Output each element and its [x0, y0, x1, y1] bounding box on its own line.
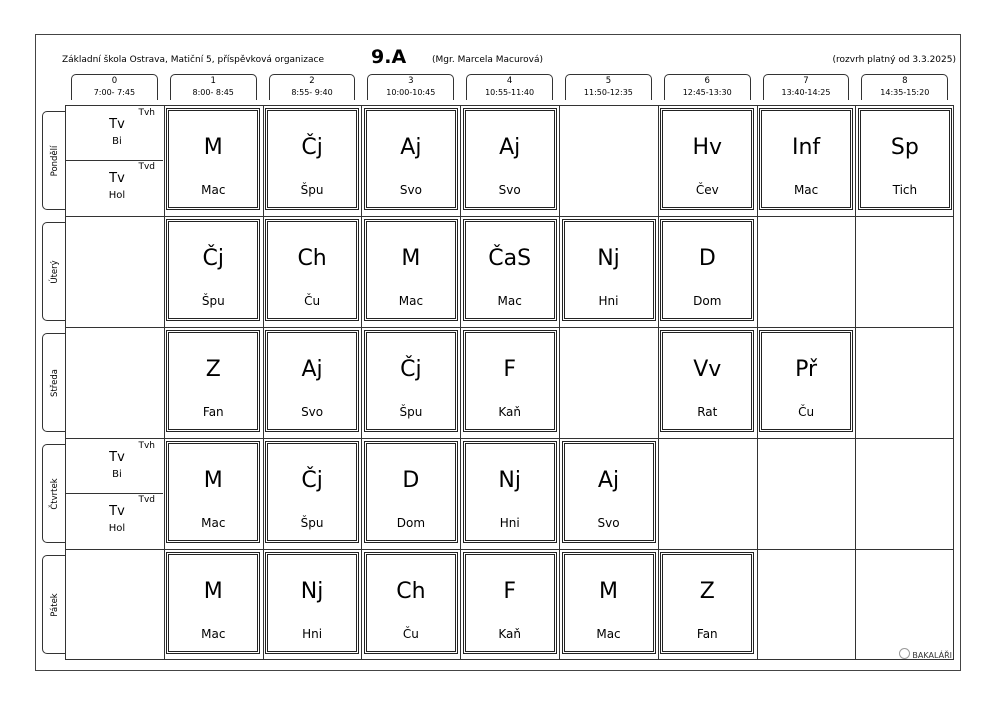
- lesson-teacher: Mac: [793, 183, 819, 197]
- group-lesson[interactable]: [67, 441, 161, 492]
- period-number: 2: [309, 76, 315, 86]
- lesson-card[interactable]: [562, 441, 656, 543]
- period-time: 13:40-14:25: [781, 88, 831, 97]
- period-number: 5: [605, 76, 612, 86]
- period-number: 7: [803, 76, 809, 86]
- period-header-3: [367, 74, 454, 100]
- lesson-card[interactable]: [463, 441, 557, 543]
- lesson-subject: Nj: [498, 468, 521, 493]
- lesson-card[interactable]: [463, 552, 557, 654]
- group-teacher: Bi: [112, 136, 122, 147]
- lesson-teacher: Dom: [693, 294, 722, 308]
- lesson-subject: Př: [795, 357, 818, 382]
- column-divider: [164, 105, 165, 660]
- lesson-subject: Aj: [499, 135, 521, 160]
- lesson-subject: Ch: [297, 246, 327, 271]
- group-subject: Tv: [109, 504, 125, 519]
- period-header-1: [170, 74, 257, 100]
- lesson-card[interactable]: [265, 330, 359, 432]
- lesson-teacher: Špu: [300, 183, 324, 197]
- lesson-subject: Aj: [301, 357, 323, 382]
- lesson-teacher: Ču: [402, 627, 419, 641]
- lesson-card[interactable]: [759, 330, 853, 432]
- lesson-subject: Čj: [301, 135, 323, 160]
- day-label: Úterý: [49, 259, 60, 284]
- period-header-6: [664, 74, 751, 100]
- group-subject: Tv: [109, 450, 125, 465]
- bakalari-logo-icon: [899, 648, 910, 659]
- row-divider: [65, 549, 954, 550]
- lesson-card[interactable]: [364, 441, 458, 543]
- lesson-subject: Z: [205, 357, 221, 382]
- lesson-card[interactable]: [463, 108, 557, 210]
- lesson-teacher: Tich: [892, 183, 918, 197]
- lesson-subject: Z: [699, 579, 715, 604]
- lesson-card[interactable]: [660, 330, 754, 432]
- group-subject: Tv: [109, 117, 125, 132]
- period-number: 6: [704, 76, 710, 86]
- bakalari-brand: [899, 648, 952, 660]
- lesson-subject: ČaS: [488, 246, 532, 271]
- lesson-card[interactable]: [166, 108, 260, 210]
- lesson-card[interactable]: [562, 219, 656, 321]
- lesson-card[interactable]: [364, 108, 458, 210]
- lesson-teacher: Hni: [499, 516, 520, 530]
- group-lesson[interactable]: [67, 108, 161, 159]
- lesson-teacher: Rat: [697, 405, 718, 419]
- lesson-teacher: Kaň: [498, 627, 521, 641]
- column-divider: [460, 105, 461, 660]
- lesson-teacher: Svo: [498, 183, 521, 197]
- lesson-card[interactable]: [265, 108, 359, 210]
- period-time: 14:35-15:20: [880, 88, 930, 97]
- group-lesson[interactable]: [67, 495, 161, 546]
- validity-note: (rozvrh platný od 3.3.2025): [832, 55, 956, 65]
- period-header-5: [565, 74, 652, 100]
- group-divider: [65, 160, 163, 161]
- column-divider: [757, 105, 758, 660]
- group-teacher: Bi: [112, 469, 122, 480]
- lesson-card[interactable]: [562, 552, 656, 654]
- lesson-teacher: Svo: [399, 183, 422, 197]
- group-name: Tvd: [138, 162, 155, 172]
- lesson-subject: Sp: [890, 135, 919, 160]
- lesson-teacher: Špu: [399, 405, 423, 419]
- lesson-teacher: Ču: [304, 294, 321, 308]
- lesson-subject: Inf: [792, 135, 821, 160]
- lesson-teacher: Mac: [201, 516, 226, 530]
- column-divider: [855, 105, 856, 660]
- lesson-card[interactable]: [166, 330, 260, 432]
- lesson-subject: D: [698, 246, 716, 271]
- lesson-subject: Nj: [300, 579, 324, 604]
- column-divider: [658, 105, 659, 660]
- lesson-subject: Nj: [597, 246, 620, 271]
- group-subject: Tv: [109, 171, 125, 186]
- row-divider: [65, 216, 954, 217]
- lesson-card[interactable]: [265, 552, 359, 654]
- group-lesson[interactable]: [67, 162, 161, 213]
- lesson-teacher: Fan: [202, 405, 224, 419]
- group-divider: [65, 493, 163, 494]
- period-time: 11:50-12:35: [583, 88, 633, 97]
- lesson-subject: M: [401, 246, 421, 271]
- lesson-card[interactable]: [166, 441, 260, 543]
- lesson-subject: Aj: [597, 468, 620, 493]
- lesson-teacher: Špu: [300, 516, 324, 530]
- period-header-7: [763, 74, 850, 100]
- period-header-0: [71, 74, 158, 100]
- day-label: Středa: [49, 368, 60, 397]
- column-divider: [559, 105, 560, 660]
- period-header-8: [861, 74, 948, 100]
- group-name: Tvd: [138, 495, 155, 505]
- lesson-card[interactable]: [166, 552, 260, 654]
- lesson-teacher: Hni: [598, 294, 619, 308]
- lesson-subject: Hv: [692, 135, 723, 160]
- lesson-subject: Čj: [202, 246, 225, 271]
- lesson-teacher: Svo: [301, 405, 324, 419]
- lesson-teacher: Čev: [695, 183, 719, 197]
- lesson-card[interactable]: [364, 552, 458, 654]
- group-teacher: Hol: [108, 523, 126, 534]
- lesson-card[interactable]: [660, 108, 754, 210]
- day-header-2: [42, 333, 66, 432]
- row-divider: [65, 438, 954, 439]
- group-teacher: Hol: [108, 190, 126, 201]
- lesson-card[interactable]: [364, 330, 458, 432]
- lesson-subject: Aj: [400, 135, 422, 160]
- lesson-card[interactable]: [660, 219, 754, 321]
- lesson-teacher: Mac: [497, 294, 522, 308]
- column-divider: [263, 105, 264, 660]
- lesson-subject: Čj: [400, 357, 422, 382]
- period-time: 7:00- 7:45: [93, 88, 136, 97]
- period-time: 10:55-11:40: [485, 88, 535, 97]
- lesson-subject: Vv: [693, 357, 722, 382]
- lesson-subject: M: [599, 579, 618, 604]
- class-teacher: (Mgr. Marcela Macurová): [432, 55, 544, 65]
- lesson-teacher: Kaň: [498, 405, 521, 419]
- period-header-2: [269, 74, 356, 100]
- period-number: 8: [902, 76, 908, 86]
- day-header-0: [42, 111, 66, 210]
- lesson-card[interactable]: [463, 219, 557, 321]
- lesson-card[interactable]: [660, 552, 754, 654]
- period-header-4: [466, 74, 553, 100]
- period-number: 1: [210, 76, 216, 86]
- lesson-card[interactable]: [364, 219, 458, 321]
- class-name: 9.A: [371, 46, 407, 68]
- period-time: 8:55- 9:40: [291, 88, 333, 97]
- group-name: Tvh: [138, 441, 155, 451]
- lesson-teacher: Dom: [396, 516, 426, 530]
- school-name: Základní škola Ostrava, Matiční 5, příspěvková organizace: [62, 55, 324, 65]
- lesson-teacher: Ču: [798, 405, 815, 419]
- lesson-card[interactable]: [265, 219, 359, 321]
- lesson-subject: Ch: [396, 579, 426, 604]
- day-label: Pondělí: [49, 145, 60, 176]
- lesson-subject: M: [203, 579, 223, 604]
- day-label: Čtvrtek: [49, 477, 60, 510]
- lesson-teacher: Fan: [696, 627, 718, 641]
- lesson-card[interactable]: [759, 108, 853, 210]
- lesson-teacher: Mac: [596, 627, 621, 641]
- row-divider: [65, 327, 954, 328]
- period-number: 3: [408, 76, 414, 86]
- lesson-card[interactable]: [265, 441, 359, 543]
- lesson-subject: M: [203, 468, 223, 493]
- lesson-teacher: Hni: [302, 627, 323, 641]
- lesson-teacher: Špu: [201, 294, 225, 308]
- period-number: 4: [506, 76, 513, 86]
- lesson-subject: D: [402, 468, 420, 493]
- day-header-1: [42, 222, 66, 321]
- lesson-card[interactable]: [858, 108, 952, 210]
- lesson-subject: M: [203, 135, 223, 160]
- day-header-4: [42, 555, 66, 654]
- lesson-teacher: Mac: [201, 627, 226, 641]
- day-header-3: [42, 444, 66, 543]
- period-number: 0: [111, 76, 118, 86]
- period-time: 8:00- 8:45: [192, 88, 234, 97]
- column-divider: [361, 105, 362, 660]
- lesson-card[interactable]: [166, 219, 260, 321]
- lesson-subject: Čj: [301, 468, 323, 493]
- brand-label: BAKALÁŘI: [912, 651, 952, 660]
- period-time: 12:45-13:30: [682, 88, 732, 97]
- lesson-teacher: Svo: [597, 516, 620, 530]
- lesson-teacher: Mac: [398, 294, 424, 308]
- group-name: Tvh: [138, 108, 155, 118]
- lesson-card[interactable]: [463, 330, 557, 432]
- day-label: Pátek: [49, 592, 60, 617]
- lesson-subject: F: [503, 357, 517, 382]
- period-time: 10:00-10:45: [386, 88, 436, 97]
- lesson-subject: F: [503, 579, 517, 604]
- lesson-teacher: Mac: [201, 183, 226, 197]
